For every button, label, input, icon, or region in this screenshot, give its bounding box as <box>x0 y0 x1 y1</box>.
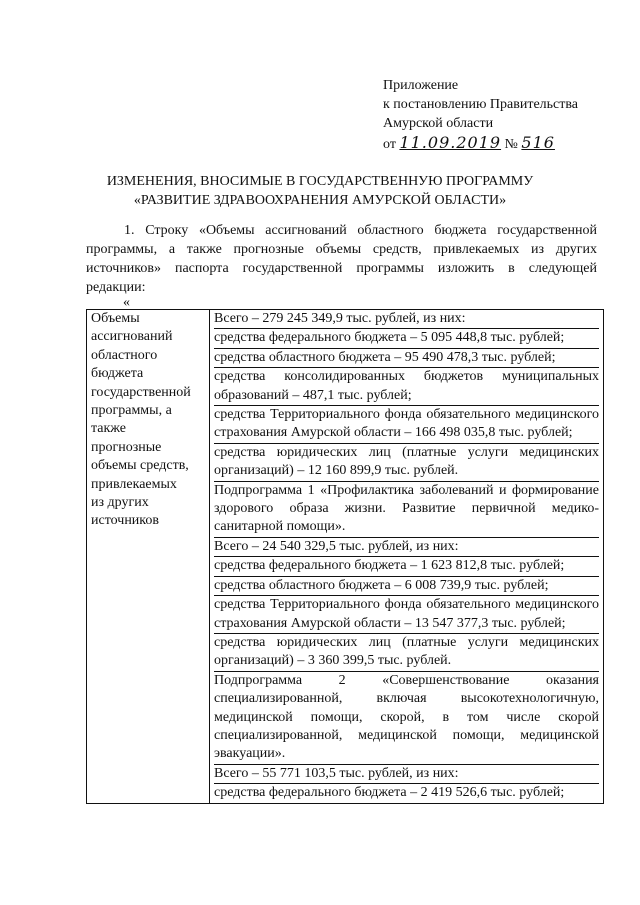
paragraph-number: 1. <box>124 223 135 238</box>
row-content-cell <box>210 310 604 804</box>
regional-budget-row: средства областного бюджета – 95 490 478,3 тыс. рублей; <box>214 349 599 368</box>
number-sign: № <box>504 137 518 152</box>
handwritten-number: 516 <box>521 133 555 152</box>
subprogram-2-federal-row: средства федерального бюджета – 2 419 526,6 тыс. рублей; <box>214 785 565 801</box>
annex-title: Приложение <box>383 78 459 93</box>
row-header-cell <box>87 310 210 804</box>
left-line: программы, а <box>91 403 172 419</box>
paragraph-text: Строку «Объемы ассигнований областного бюджета государственной программы, а также прогнозные объемы средств, привлекаемых из других источников» паспорта государственной программы изложить в следующей редакции: <box>86 223 597 295</box>
annex-block <box>383 76 578 154</box>
legal-entities-row: средства юридических лиц (платные услуги медицинских организаций) – 12 160 899,9 тыс. рублей. <box>214 444 599 482</box>
annex-date-line <box>383 133 578 154</box>
subprogram-1-title: Подпрограмма 1 «Профилактика заболеваний и формирование здорового образа жизни. Развитие первичной медико-санитарной помощи». <box>214 482 599 538</box>
left-line: бюджета <box>91 366 144 382</box>
insurance-fund-row: средства Территориального фонда обязательного медицинского страхования Амурской области – 166 498 035,8 тыс. рублей; <box>214 406 599 444</box>
funding-total-row: Всего – 279 245 349,9 тыс. рублей, из них: <box>214 310 599 329</box>
left-line: источников <box>91 513 160 529</box>
document-heading <box>0 172 640 210</box>
passport-table <box>86 309 604 804</box>
annex-region-line: Амурской области <box>383 116 494 131</box>
left-line: из других <box>91 495 149 511</box>
municipal-budget-row: средства консолидированных бюджетов муниципальных образований – 487,1 тыс. рублей; <box>214 368 599 406</box>
left-line: ассигнований <box>91 329 173 345</box>
left-line: объемы средств, <box>91 458 189 474</box>
federal-budget-row: средства федерального бюджета – 5 095 448,8 тыс. рублей; <box>214 329 599 348</box>
heading-line-2: «РАЗВИТИЕ ЗДРАВООХРАНЕНИЯ АМУРСКОЙ ОБЛАСТИ» <box>133 193 507 208</box>
left-line: прогнозные <box>91 439 162 455</box>
handwritten-date: 11.09.2019 <box>399 133 502 152</box>
subprogram-1-total-row: Всего – 24 540 329,5 тыс. рублей, из них: <box>214 538 599 557</box>
intro-paragraph <box>86 221 597 297</box>
passport-row <box>87 310 604 804</box>
subprogram-1-legal-row: средства юридических лиц (платные услуги медицинских организаций) – 3 360 399,5 тыс. рублей. <box>214 634 599 672</box>
subprogram-1-federal-row: средства федерального бюджета – 1 623 812,8 тыс. рублей; <box>214 557 599 576</box>
opening-quote-mark: « <box>123 295 130 310</box>
left-line: привлекаемых <box>91 476 177 492</box>
subprogram-1-regional-row: средства областного бюджета – 6 008 739,9 тыс. рублей; <box>214 577 599 596</box>
left-line: также <box>91 421 127 437</box>
date-prefix: от <box>383 137 396 152</box>
subprogram-2-title: Подпрограмма 2 «Совершенствование оказания специализированной, включая высокотехнологичную, медицинской помощи, скорой, в том числе скорой специализированной, медицинской помощи, медицинской эвакуации». <box>214 672 599 765</box>
subprogram-2-total-row: Всего – 55 771 103,5 тыс. рублей, из них: <box>214 765 599 784</box>
left-line: областного <box>91 347 158 363</box>
left-line: Объемы <box>91 311 140 326</box>
left-line: государственной <box>91 384 191 400</box>
heading-line-1: ИЗМЕНЕНИЯ, ВНОСИМЫЕ В ГОСУДАРСТВЕННУЮ ПРОГРАММУ <box>106 174 534 189</box>
annex-ref-line: к постановлению Правительства <box>383 97 579 112</box>
subprogram-1-insurance-row: средства Территориального фонда обязательного медицинского страхования Амурской области – 13 547 377,3 тыс. рублей; <box>214 596 599 634</box>
